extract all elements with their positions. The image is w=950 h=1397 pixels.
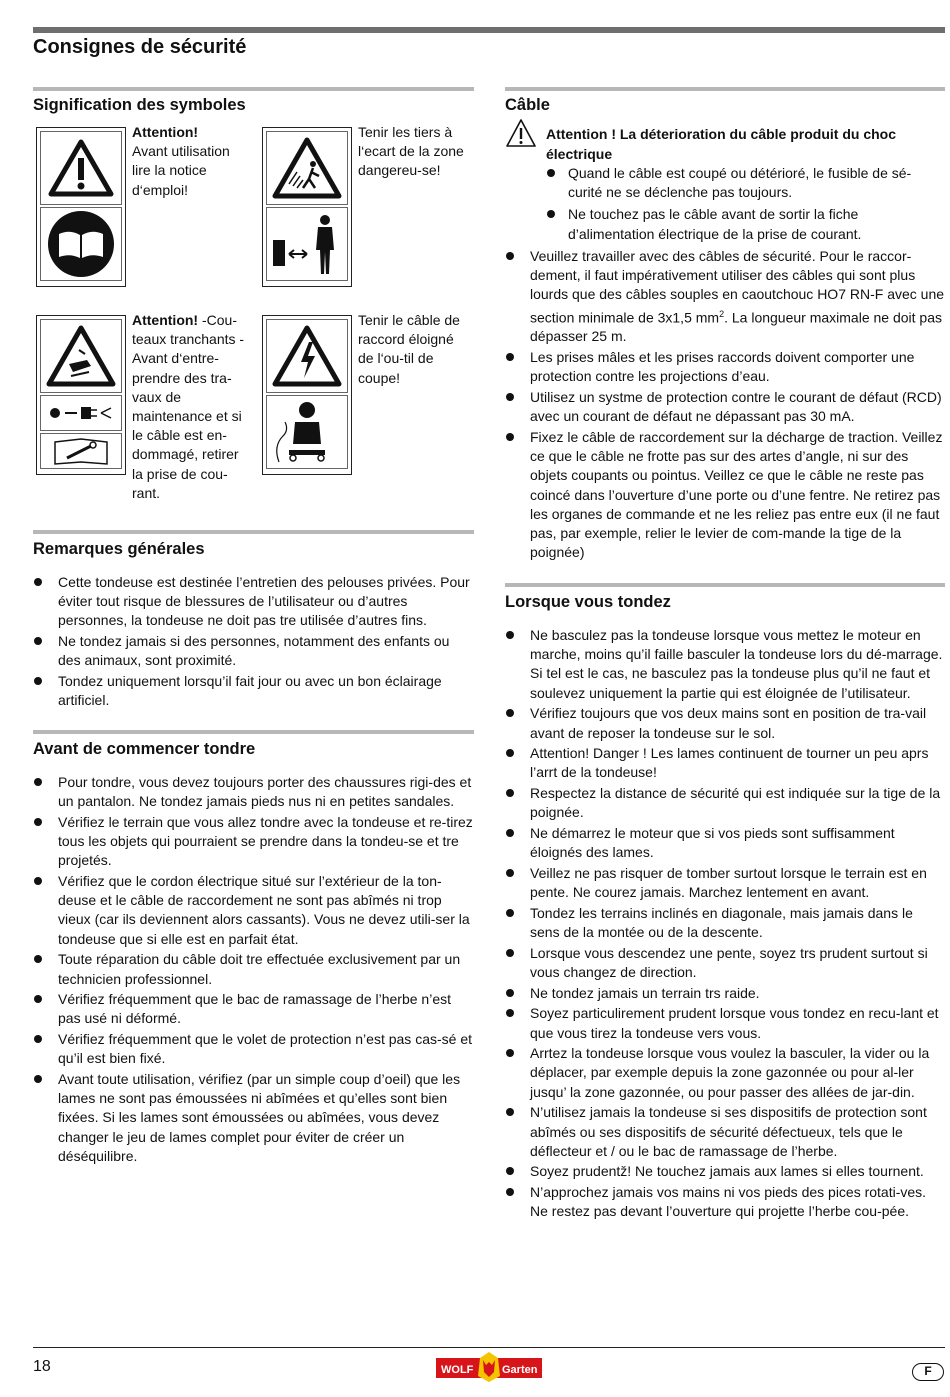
page-number: 18 [33, 1358, 51, 1375]
list-item: Ne tondez jamais si des personnes, notamment des enfants ou des animaux, sont proximité. [33, 632, 474, 670]
list-item: Attention! Danger ! Les lames continuent de tourner un peu aprs l’arrt de la tondeuse! [505, 744, 945, 782]
manual-book-icon [40, 207, 122, 281]
section-rule [33, 530, 474, 534]
list-item: Vérifiez fréquemment que le bac de ramassage de l’herbe n’est pas usé ni déformé. [33, 990, 474, 1028]
symbol-keep-distance [262, 127, 352, 287]
list-item: Lorsque vous descendez une pente, soyez trs prudent surtout si vous changez de direction. [505, 944, 945, 982]
symbol-sharp-blades [36, 315, 126, 475]
symbol-1-label: Attention! [132, 124, 199, 140]
list-item: Soyez prudentž! Ne touchez jamais aux lames si elles tournent. [505, 1162, 945, 1181]
unplug-icon [40, 395, 122, 431]
symbols-section [33, 87, 474, 116]
symbol-2-text [358, 123, 470, 181]
electric-shock-icon [266, 319, 348, 393]
section-rule [505, 87, 945, 91]
symbol-read-manual [36, 127, 126, 287]
list-item: Fixez le câble de raccordement sur la décharge de traction. Veillez ce que le câble ne frotte pas sur des artes d’angle, ni sur des objets coupants ou pointus. Veillez ce que le câble ne reste pas coincé dans l’ouverture d’une porte ou d’une fentre. Ne retirez pas les organes de commande et ne les reliez pas entre eux (il ne faut pas, par exemple, relier le levier de com-mande la tige de la poignée) [505, 428, 945, 562]
list-item: Vérifiez le terrain que vous allez tondre avec la tondeuse et re-tirez tous les objets qui pourraient se prendre dans la tondeu-se et tre projetés. [33, 813, 474, 871]
wrench-manual-icon [40, 433, 122, 469]
cable-item-text: Veuillez travailler avec des câbles de sécurité. Pour le raccor-dement, il faut impérativement utiliser des câbles qui sont plus lourds que des câbles souples en caoutchouc HO7 RN-F avec une section minimale de 3x1,5 mm [530, 248, 945, 326]
list-item: Avant toute utilisation, vérifiez (par un simple coup d’oeil) que les lames ne sont pas émoussées ni abîmées et qu’elles sont bien fixées. Si les lames sont émoussées ou abîmées, vous devez changer le jeu de lames complet pour éviter de créer un déséquilibre. [33, 1070, 474, 1166]
section-rule [505, 583, 945, 587]
cable-item-text-end: . La longueur maximale ne doit pas dépasser 25 m. [530, 309, 943, 345]
list-item: Veillez ne pas risquer de tomber surtout lorsque le terrain est en pente. Ne courez jamais. Marchez lentement en avant. [505, 864, 945, 902]
wolf-garten-logo [436, 1352, 542, 1382]
cable-operator-icon [266, 395, 348, 469]
section-rule [33, 87, 474, 91]
symbol-2-description: Tenir les tiers à l‘ecart de la zone dangereu-se! [358, 124, 464, 179]
symbol-cable-away [262, 315, 352, 475]
list-item: Cette tondeuse est destinée l’entretien des pelouses privées. Pour éviter tout risque de blessures de l’utilisateur ou d’autres personnes, la tondeuse ne doit pas tre utilisée d’autres fins. [33, 573, 474, 631]
symbol-3-description: -Cou-teaux tranchants - Avant d‘entre-prendre des tra-vaux de maintenance et si le câble est en-dommagé, retirer la prise de cou-rant. [132, 312, 245, 501]
footer-rule [33, 1347, 945, 1348]
warning-triangle-icon [40, 131, 122, 205]
warning-triangle-icon [505, 117, 537, 149]
list-item: Ne tondez jamais un terrain trs raide. [505, 984, 945, 1003]
cable-item-superscript: 2 [719, 308, 725, 319]
list-item: Ne basculez pas la tondeuse lorsque vous mettez le moteur en marche, moins qu’il faille basculer la tondeuse lors du dé-marrage. Si tel est le cas, ne basculez pas la tondeuse plus qu’il ne faut et soulevez uniquement la partie qui est éloignée de l’utilisateur. [505, 626, 945, 703]
avant-section [33, 730, 474, 1168]
cable-sub-list [546, 164, 945, 247]
cable-list [505, 247, 945, 564]
list-item: Toute réparation du câble doit tre effectuée exclusivement par un technicien professionnel. [33, 950, 474, 988]
list-item: Respectez la distance de sécurité qui est indiquée sur la tige de la poignée. [505, 784, 945, 822]
list-item [505, 247, 945, 347]
list-item: Ne touchez pas le câble avant de sortir la fiche d’alimentation électrique de la prise de courant. [546, 205, 945, 243]
avant-list [33, 773, 474, 1166]
remarques-heading: Remarques générales [33, 540, 205, 558]
language-badge: F [912, 1363, 944, 1381]
avant-heading: Avant de commencer tondre [33, 740, 256, 758]
tondez-heading: Lorsque vous tondez [505, 593, 671, 611]
safe-distance-icon [266, 207, 348, 281]
list-item: Tondez uniquement lorsqu’il fait jour ou avec un bon éclairage artificiel. [33, 672, 474, 710]
list-item: Utilisez un systme de protection contre le courant de défaut (RCD) avec un courant de défaut ne dépassant pas 30 mA. [505, 388, 945, 426]
remarques-section [33, 530, 474, 712]
list-item: Pour tondre, vous devez toujours porter des chaussures rigi-des et un pantalon. Ne tondez jamais pieds nus ni en petites sandales. [33, 773, 474, 811]
section-rule [33, 730, 474, 734]
thrown-objects-icon [266, 131, 348, 205]
cable-section [505, 87, 945, 562]
list-item: Soyez particulirement prudent lorsque vous tondez en recu-lant et que vous tirez la tondeuse vers vous. [505, 1004, 945, 1042]
symbol-3-label: Attention! [132, 312, 199, 328]
symbol-1-description: Avant utilisation lire la notice d‘emploi! [132, 143, 230, 198]
top-rule [33, 27, 945, 33]
list-item: Vérifiez toujours que vos deux mains sont en position de tra-vail avant de reposer la tondeuse sur le sol. [505, 704, 945, 742]
symbols-heading: Signification des symboles [33, 96, 246, 114]
list-item: Quand le câble est coupé ou détérioré, le fusible de sé-curité ne se déclenche pas toujours. [546, 164, 945, 202]
tondez-section [505, 583, 945, 1223]
list-item: N’approchez jamais vos mains ni vos pieds des pices rotati-ves. Ne restez pas devant l’ouverture qui projette l’herbe cou-pée. [505, 1183, 945, 1221]
list-item: N’utilisez jamais la tondeuse si ses dispositifs de protection sont abîmés ou ses dispositifs de sécurité défectueux, tels que le déflecteur et / ou le bac de ramassage de l’herbe. [505, 1103, 945, 1161]
list-item: Vérifiez que le cordon électrique situé sur l’extérieur de la ton-deuse et le câble de raccordement ne sont pas abîmés ni trop vieux (car ils deviennent alors cassants). Vous ne devez utili-ser la tondeuse que si elle est en parfait état. [33, 872, 474, 949]
list-item: Vérifiez fréquemment que le volet de protection n’est pas cas-sé et qu’il est bien fixé. [33, 1030, 474, 1068]
list-item: Ne démarrez le moteur que si vos pieds sont suffisamment éloignés des lames. [505, 824, 945, 862]
cable-heading: Câble [505, 96, 550, 114]
cable-attention-text: Attention ! La déterioration du câble produit du choc électrique [546, 126, 896, 162]
tondez-list [505, 626, 945, 1222]
logo-left-text: WOLF [441, 1364, 474, 1376]
page-title: Consignes de sécurité [33, 36, 247, 58]
symbol-3-text [132, 311, 252, 503]
list-item: Tondez les terrains inclinés en diagonale, mais jamais dans le sens de la montée ou de la descente. [505, 904, 945, 942]
sharp-blades-icon [40, 319, 122, 393]
symbol-4-text [358, 311, 470, 388]
symbol-1-text [132, 123, 250, 200]
symbol-4-description: Tenir le câble de raccord éloigné de l‘ou-til de coupe! [358, 312, 460, 386]
list-item: Arrtez la tondeuse lorsque vous voulez la basculer, la vider ou la déplacer, par exemple depuis la zone gazonnée ou pour al-ler jusqu’ la zone gazonnée, ou pour passer des allées de jar-din. [505, 1044, 945, 1102]
list-item: Les prises mâles et les prises raccords doivent comporter une protection contre les projections d’eau. [505, 348, 945, 386]
logo-right-text: Garten [502, 1364, 538, 1376]
remarques-list [33, 573, 474, 710]
